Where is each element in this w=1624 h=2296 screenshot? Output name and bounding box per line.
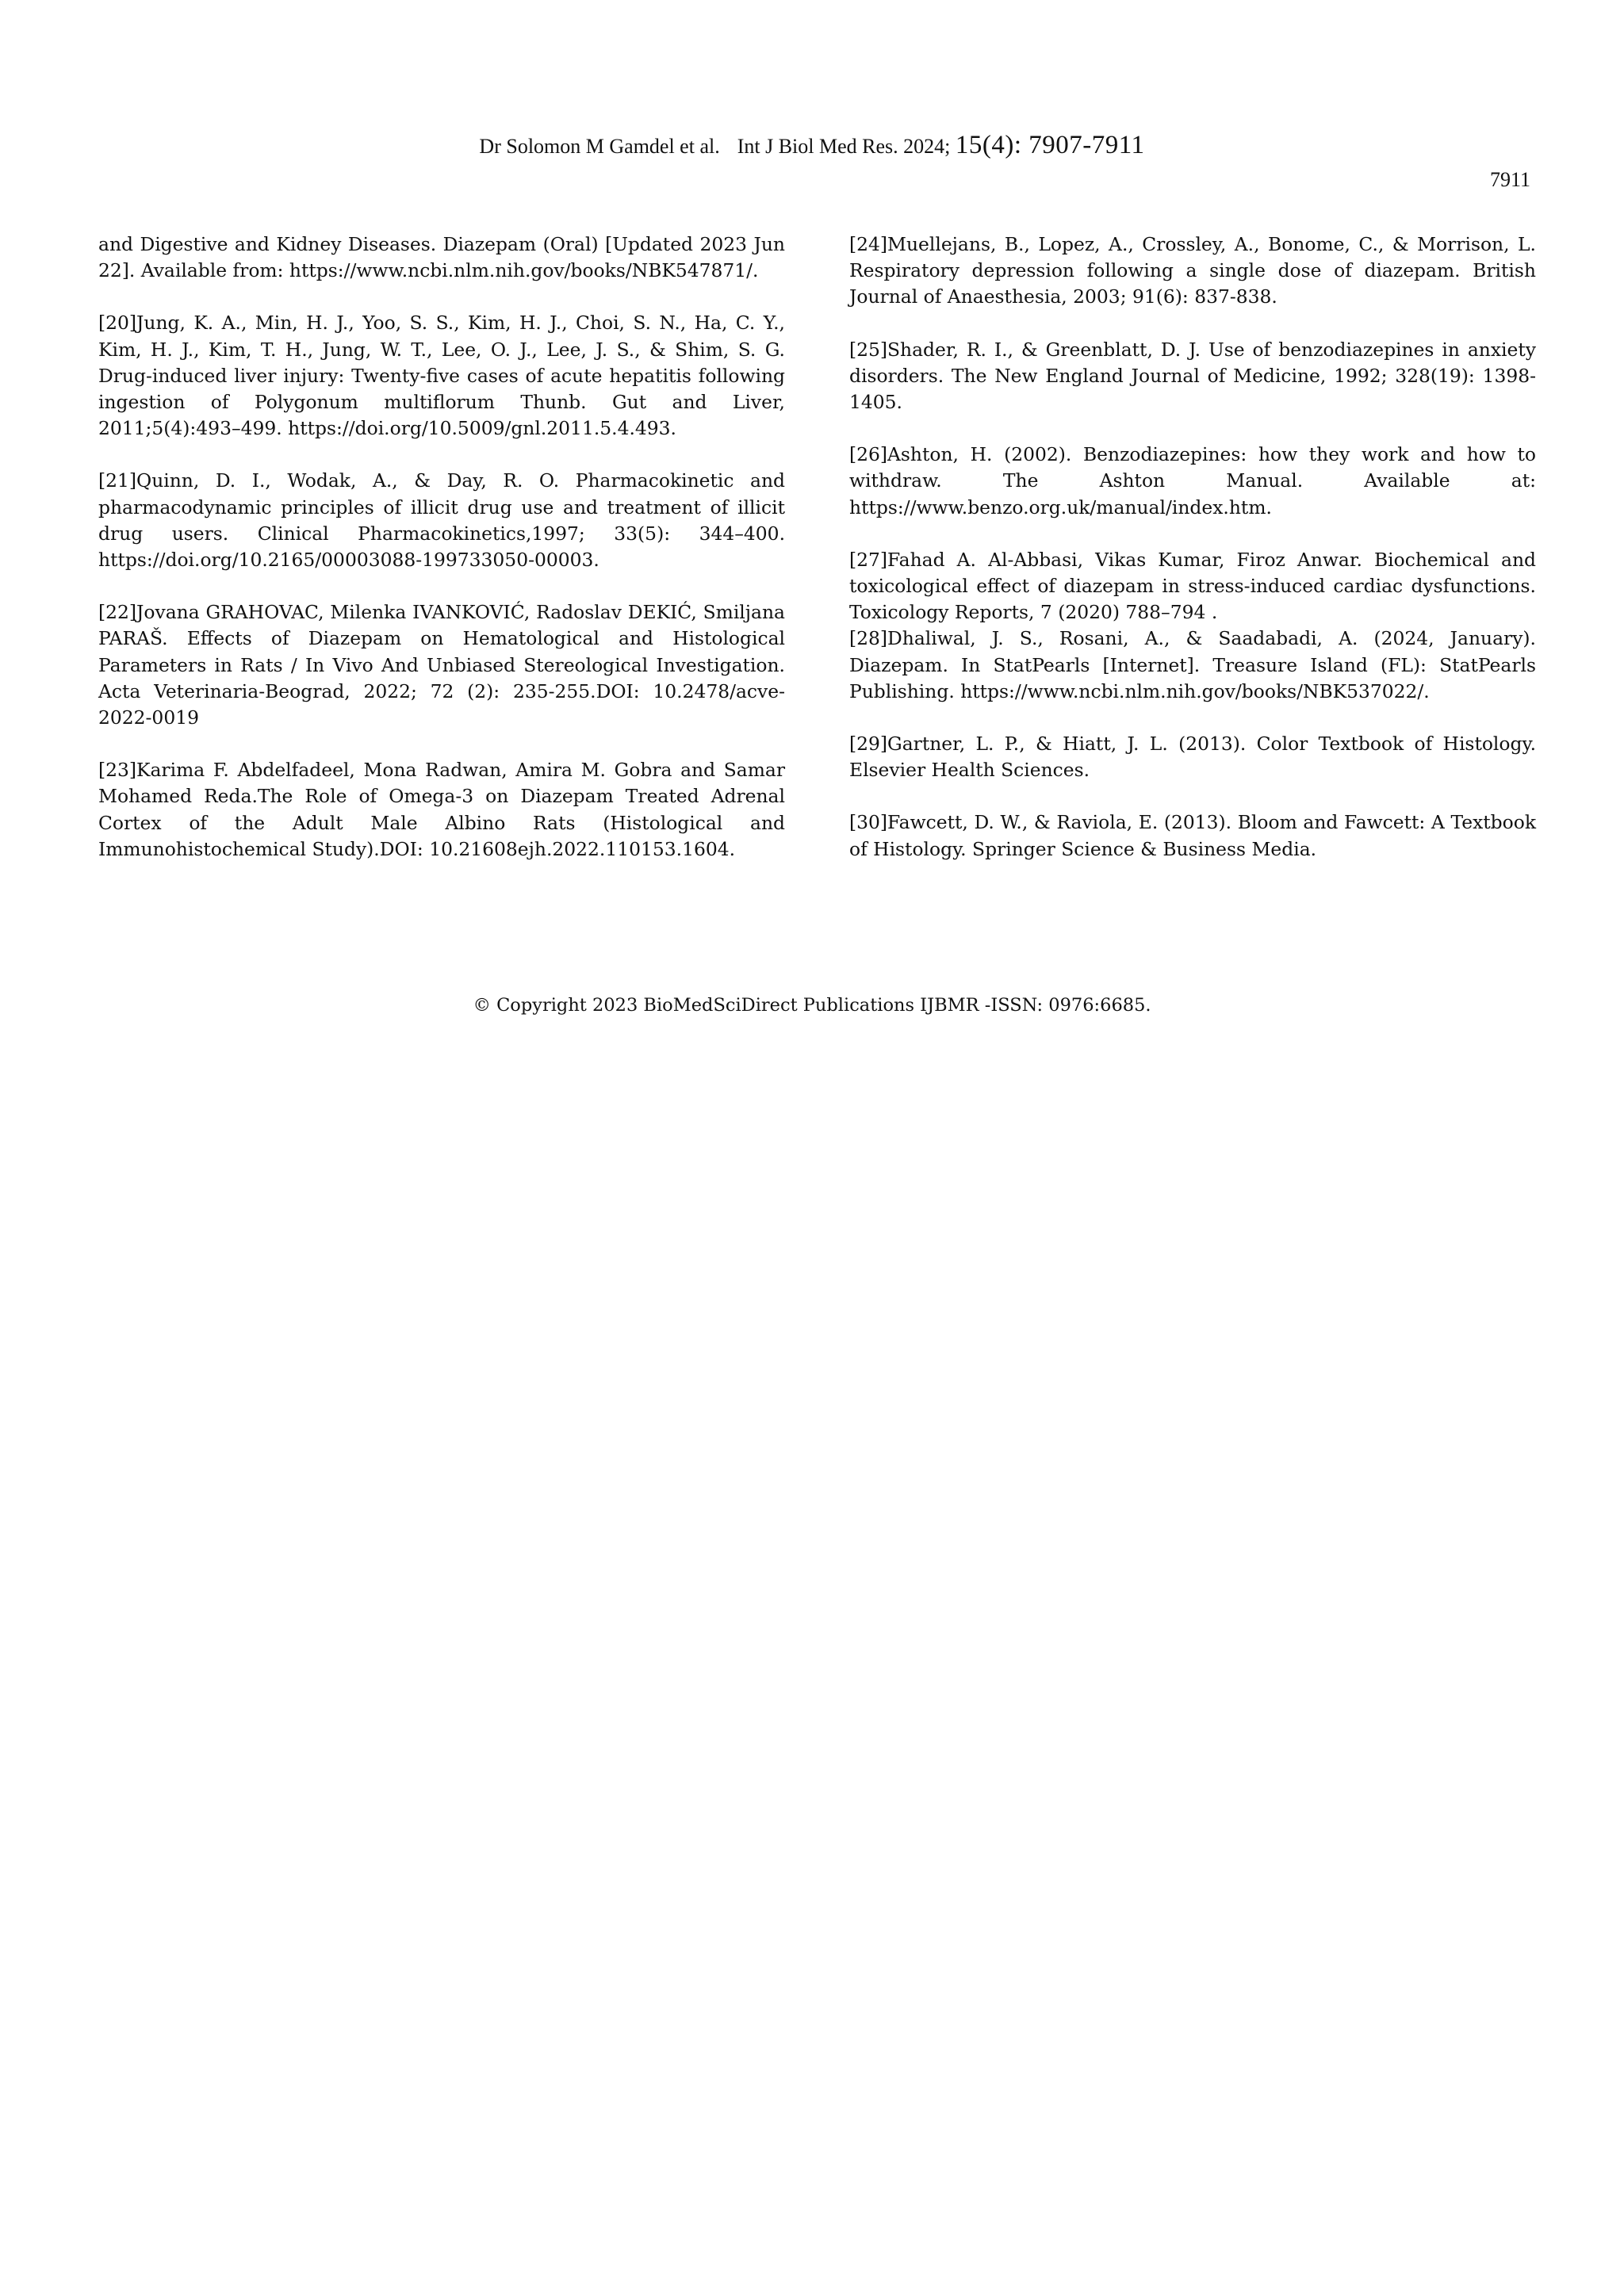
reference-24: [24]Muellejans, B., Lopez, A., Crossley, A., Bonome, C., & Morrison, L. Respiratory depression following a single dose of diazepam. British Journal of Anaesthesia, 2003; 91(6): 837-838. [849, 233, 1536, 308]
reference-25: [25]Shader, R. I., & Greenblatt, D. J. Use of benzodiazepines in anxiety disorders. The New England Journal of Medicine, 1992; 328(19): 1398-1405. [849, 338, 1536, 414]
reference-28: [28]Dhaliwal, J. S., Rosani, A., & Saadabadi, A. (2024, January). Diazepam. In StatPearls [Internet]. Treasure Island (FL): StatPearls Publishing. https://www.ncbi.nlm.nih.gov/books/NBK537022/. [849, 627, 1536, 702]
reference-22: [22]Jovana GRAHOVAC, Milenka IVANKOVIĆ, Radoslav DEKIĆ, Smiljana PARAŠ. Effects of Diazepam on Hematological and Histological Parameters in Rats / In Vivo And Unbiased Stereological Investigation. Acta Veterinaria-Beograd, 2022; 72 (2): 235-255.DOI: 10.2478/acve-2022-0019 [98, 601, 785, 729]
header-issue-pages: 15(4): 7907-7911 [955, 131, 1145, 159]
reference-26: [26]Ashton, H. (2002). Benzodiazepines: how they work and how to withdraw. The Ashton Manual. Available at: https://www.benzo.org.uk/manual/index.htm. [849, 443, 1536, 519]
running-header [0, 132, 1624, 160]
reference-20: [20]Jung, K. A., Min, H. J., Yoo, S. S., Kim, H. J., Choi, S. N., Ha, C. Y., Kim, H. J., Kim, T. H., Jung, W. T., Lee, O. J., Lee, J. S., & Shim, S. G. Drug-induced liver injury: Twenty-five cases of acute hepatitis following ingestion of Polygonum multiflorum Thunb. Gut and Liver, 2011;5(4):493–499. https://doi.org/10.5009/gnl.2011.5.4.493. [98, 312, 785, 440]
reference-23: [23]Karima F. Abdelfadeel, Mona Radwan, Amira M. Gobra and Samar Mohamed Reda.The Role of Omega-3 on Diazepam Treated Adrenal Cortex of the Adult Male Albino Rats (Histological and Immunohistochemical Study).DOI: 10.21608ejh.2022.110153.1604. [98, 759, 785, 860]
reference-29: [29]Gartner, L. P., & Hiatt, J. L. (2013). Color Textbook of Histology. Elsevier Health Sciences. [849, 733, 1536, 782]
reference-21: [21]Quinn, D. I., Wodak, A., & Day, R. O. Pharmacokinetic and pharmacodynamic principles of illicit drug use and treatment of illicit drug users. Clinical Pharmacokinetics,1997; 33(5): 344–400. https://doi.org/10.2165/00003088-199733050-00003. [98, 469, 785, 572]
references-right-column [849, 232, 1536, 889]
header-authors: Dr Solomon M Gamdel et al. [479, 135, 720, 158]
references-left-column [98, 232, 785, 889]
header-journal: Int J Biol Med Res. 2024; [737, 135, 951, 158]
page-number: 7911 [1489, 168, 1530, 191]
reference-27: [27]Fahad A. Al-Abbasi, Vikas Kumar, Firoz Anwar. Biochemical and toxicological effect of diazepam in stress-induced cardiac dysfunctions. Toxicology Reports, 7 (2020) 788–794 . [849, 548, 1536, 624]
reference-19-continued: and Digestive and Kidney Diseases. Diazepam (Oral) [Updated 2023 Jun 22]. Available from: https://www.ncbi.nlm.nih.gov/books/NBK547871/. [98, 233, 785, 282]
copyright-footer: © Copyright 2023 BioMedSciDirect Publications IJBMR -ISSN: 0976:6685. [473, 995, 1151, 1016]
reference-30: [30]Fawcett, D. W., & Raviola, E. (2013). Bloom and Fawcett: A Textbook of Histology. Springer Science & Business Media. [849, 811, 1536, 860]
